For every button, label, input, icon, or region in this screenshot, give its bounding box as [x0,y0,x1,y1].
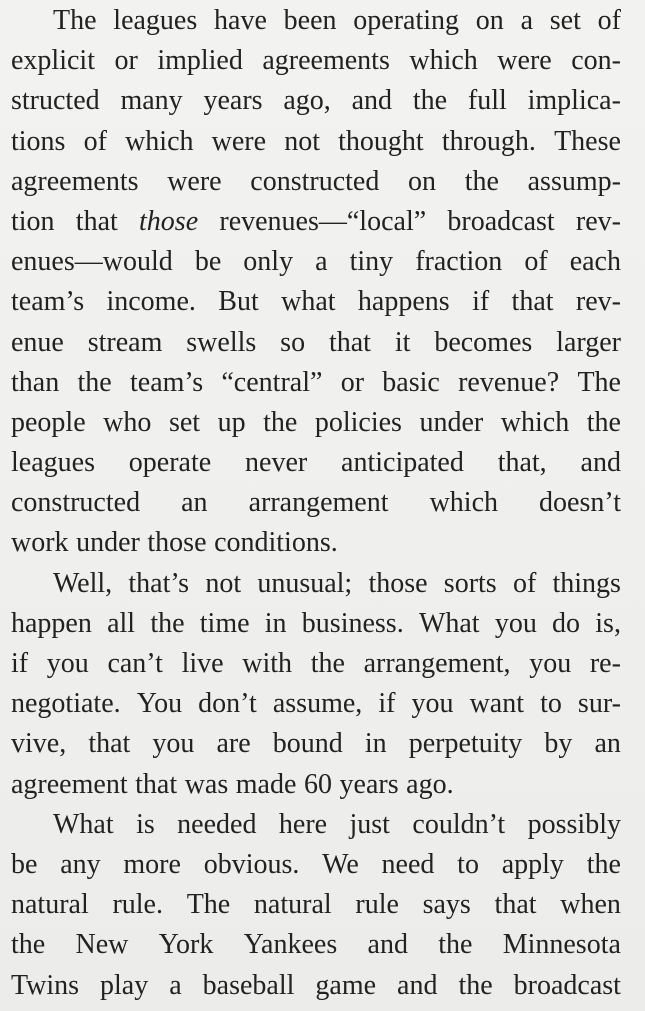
word: and [351,85,393,117]
word: becomes [434,326,533,358]
word: or [340,366,365,398]
text-line [11,202,621,242]
word: never [245,447,308,479]
word: do [552,607,581,639]
word: policies [314,406,402,438]
word: apply [501,848,564,880]
word: don’t [198,688,257,720]
word: set [549,5,581,36]
word: not [284,125,320,157]
word: constructed [250,165,380,197]
paragraph [11,805,621,1006]
word: to [457,848,479,880]
word: that’s [128,567,190,599]
word: live [181,648,224,679]
word: were [211,125,267,157]
text-line [11,885,621,925]
word: if [378,688,396,720]
word: time [199,607,250,639]
word: of [83,125,107,157]
word: that [494,889,537,921]
word: you [494,607,537,639]
word: We [322,848,359,880]
word: was [184,768,229,800]
word: baseball [202,969,295,1001]
word: that, [497,447,547,479]
word: and [367,929,408,961]
word: you [46,648,89,679]
word: and [397,969,438,1001]
text-line [11,604,621,644]
word: a [315,246,328,278]
word: is [136,808,155,840]
word: be [11,848,38,880]
word: an [594,728,621,760]
word: work [11,527,69,559]
word: natural [253,889,332,921]
text-line [11,684,621,724]
word: want [469,688,525,720]
word: arrangement, [363,648,511,679]
word: an [181,487,208,519]
word: leagues [11,447,95,479]
word: says [422,889,471,921]
word: that [511,286,554,318]
word: These [554,125,621,157]
word: what [281,286,336,318]
word: be [194,246,222,278]
word: basic [382,366,440,398]
word: rev- [575,205,621,237]
word: game [315,969,377,1001]
word: happens [357,286,450,318]
word: rule [355,889,399,921]
word: and [580,447,621,479]
text-line [11,483,621,523]
word: have [214,5,267,36]
word: under [76,527,140,559]
word: play [100,969,149,1001]
word: were [167,165,222,197]
text-line [11,81,621,121]
word: if [11,648,29,679]
word: need [381,848,435,880]
word: it [394,326,411,358]
text-line [11,282,621,322]
word: any [60,848,101,880]
word: more [123,848,181,880]
word: assump- [527,165,621,197]
paragraph [11,564,621,805]
word: that [135,768,178,800]
word: people [11,406,86,438]
word: not [205,567,242,599]
word: explicit [11,45,95,77]
word: the [412,85,448,117]
word: all [107,607,136,639]
word: natural [11,889,89,921]
word: tion [11,205,55,237]
word: through. [441,125,536,157]
word: unusual; [257,567,353,599]
word: years [203,85,263,117]
word: agreements [262,45,390,77]
text-line [11,966,621,1006]
text-line [11,41,621,81]
text-line [11,644,621,684]
word: under [419,406,484,438]
word: the [11,929,46,961]
word: happen [11,607,92,639]
text-line [11,805,621,845]
word: each [569,246,621,278]
word: in [264,607,287,639]
word: The [53,5,97,36]
word: needed [177,808,257,840]
word: made [235,768,297,800]
word: years [339,768,399,800]
word: arrangement [248,487,389,519]
word: a [520,5,533,36]
word: were [497,45,552,77]
word: business. [301,607,404,639]
word: which [409,45,478,77]
word: up [217,406,246,438]
word: which [500,406,570,438]
word: full [467,85,507,117]
word: Well, [53,567,113,599]
word: negotiate. [11,688,121,720]
text-line [11,122,621,162]
text-line [11,523,621,563]
word: many [120,85,183,117]
word: which [429,487,498,519]
text-line [11,162,621,202]
word: those [368,567,428,599]
word: on [408,165,437,197]
word: those [147,527,207,559]
paragraph [11,1,621,564]
word: enue [11,326,64,358]
word: Minnesota [502,929,621,961]
word: operate [128,447,212,479]
text-line [11,403,621,443]
word: revenues—“local” [219,205,427,237]
body-text [11,1,621,1006]
word: What [53,808,114,840]
word: when [560,889,621,921]
word: that [75,205,118,237]
word: obvious. [203,848,300,880]
word: that [88,728,131,760]
word: the [586,406,621,438]
word: enues—would [11,246,173,278]
word: sorts [443,567,497,599]
word: who [103,406,152,438]
word: vive, [11,728,67,760]
word: of [512,567,537,599]
word: been [283,5,337,36]
word: implied [157,45,243,77]
word: can’t [107,648,163,679]
word: fraction [415,246,503,278]
word: or [114,45,138,77]
word: structed [11,85,100,117]
word: you [529,648,572,679]
word: bound [272,728,343,760]
word: are [216,728,251,760]
word: “central” [221,366,323,398]
word: on [475,5,504,36]
word: revenue? [458,366,560,398]
text-line [11,363,621,403]
word: rev- [575,286,621,318]
word: the [77,366,112,398]
word: broadcast [513,969,621,1001]
word: team’s [130,366,204,398]
word: assume, [272,688,363,720]
word: things [552,567,621,599]
word: you [411,688,454,720]
word: tiny [349,246,394,278]
word: you [152,728,195,760]
word: a [169,969,182,1001]
word: the [438,929,473,961]
word: here [278,808,328,840]
word: ago. [406,768,454,800]
word: Twins [11,969,80,1001]
word: couldn’t [412,808,506,840]
word: perpetuity [408,728,523,760]
word: You [136,688,183,720]
word: larger [556,326,621,358]
word: sur- [577,688,621,720]
text-line [11,765,621,805]
word: only [243,246,294,278]
text-line [11,724,621,764]
word: tions [11,125,66,157]
word: which [125,125,194,157]
word: to [540,688,562,720]
word: is, [595,607,621,639]
word: The [577,366,621,398]
word: implica- [527,85,621,117]
text-line [11,925,621,965]
word: conditions. [214,527,338,559]
word: that [328,326,371,358]
word: agreement [11,768,128,800]
word: What [418,607,480,639]
word: the [263,406,298,438]
word: But [218,286,259,318]
word: team’s [11,286,85,318]
word: the [586,848,621,880]
text-line [11,443,621,483]
word: broadcast [447,205,555,237]
word: of [597,5,621,36]
word: the [458,969,493,1001]
word: so [280,326,306,358]
word: if [472,286,490,318]
word: leagues [113,5,198,36]
text-line [11,323,621,363]
word: constructed [11,487,141,519]
word: York [158,929,214,961]
word: stream [87,326,163,358]
word: New [75,929,129,961]
word: than [11,366,60,398]
word: operating [353,5,460,36]
word: swells [186,326,257,358]
word: Yankees [243,929,338,961]
word: just [349,808,390,840]
word: the [150,607,185,639]
word: doesn’t [539,487,621,519]
word: with [242,648,293,679]
word: income. [106,286,196,318]
text-line [11,564,621,604]
word: possibly [527,808,621,840]
word: set [168,406,201,438]
word: agreements [11,165,139,197]
word: those [139,205,199,237]
word: con- [571,45,621,77]
word: of [524,246,548,278]
text-line [11,242,621,282]
word: thought [338,125,424,157]
word: anticipated [341,447,464,479]
text-line [11,1,621,41]
word: the [464,165,499,197]
word: re- [589,648,621,679]
word: in [364,728,387,760]
text-line [11,845,621,885]
word: rule. [112,889,163,921]
word: the [310,648,345,679]
word: ago, [283,85,331,117]
word: The [186,889,231,921]
word: 60 [303,768,332,800]
word: by [544,728,573,760]
